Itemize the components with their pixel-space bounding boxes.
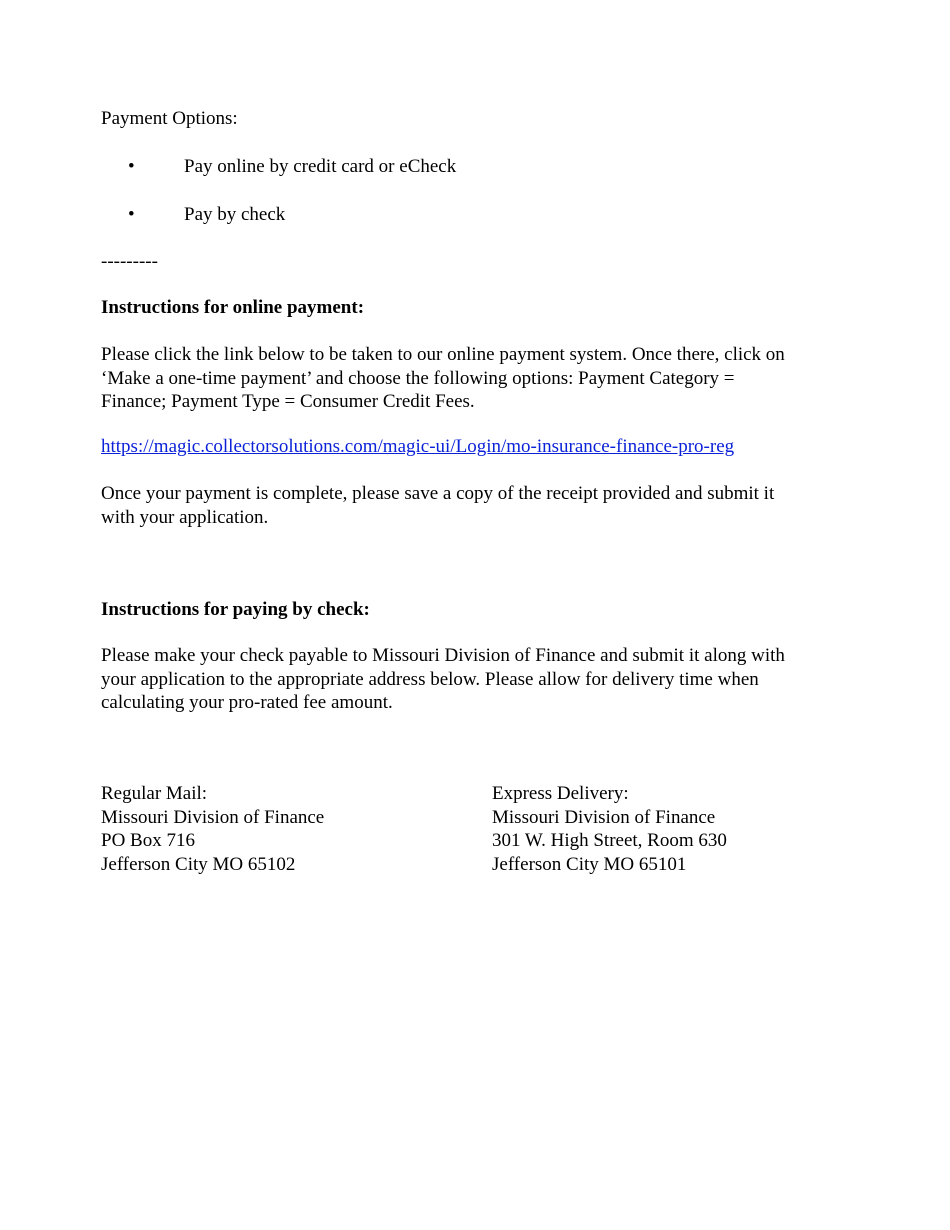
address-line: 301 W. High Street, Room 630	[492, 830, 727, 851]
paragraph-line: Once your payment is complete, please save a copy of the receipt provided and submit it	[101, 483, 775, 504]
address-line: Jefferson City MO 65102	[101, 853, 296, 875]
address-line: Jefferson City MO 65101	[492, 853, 687, 875]
payment-option-label: Pay by check	[184, 204, 286, 225]
regular-mail-address	[101, 782, 324, 876]
payment-options-heading: Payment Options:	[101, 108, 238, 129]
paragraph-line: Finance; Payment Type = Consumer Credit Fees.	[101, 391, 475, 412]
address-label: Express Delivery:	[492, 783, 629, 804]
payment-option-label: Pay online by credit card or eCheck	[184, 156, 457, 177]
paragraph-line: calculating your pro-rated fee amount.	[101, 692, 393, 713]
paragraph-line: ‘Make a one-time payment’ and choose the following options: Payment Category =	[101, 367, 735, 389]
paragraph-line: your application to the appropriate address below. Please allow for delivery time when	[101, 668, 759, 690]
paragraph-line: with your application.	[101, 506, 269, 528]
address-line: Missouri Division of Finance	[492, 806, 716, 828]
paragraph-line: Please click the link below to be taken to our online payment system. Once there, click on	[101, 344, 785, 365]
paragraph-line: Please make your check payable to Missouri Division of Finance and submit it along with	[101, 645, 785, 666]
address-label: Regular Mail:	[101, 783, 208, 804]
check-payment-heading: Instructions for paying by check:	[101, 599, 370, 620]
section-separator: ---------	[101, 251, 158, 272]
online-payment-paragraph	[101, 343, 846, 414]
online-payment-receipt-paragraph	[101, 482, 846, 529]
online-payment-link[interactable]: https://magic.collectorsolutions.com/magic-ui/Login/mo-insurance-finance-pro-reg	[101, 436, 735, 457]
express-delivery-address	[492, 782, 727, 876]
online-payment-heading: Instructions for online payment:	[101, 297, 365, 318]
check-payment-paragraph	[101, 644, 846, 715]
address-line: PO Box 716	[101, 830, 195, 851]
bullet-icon: •	[128, 156, 135, 177]
bullet-icon: •	[128, 204, 135, 225]
address-line: Missouri Division of Finance	[101, 806, 325, 828]
